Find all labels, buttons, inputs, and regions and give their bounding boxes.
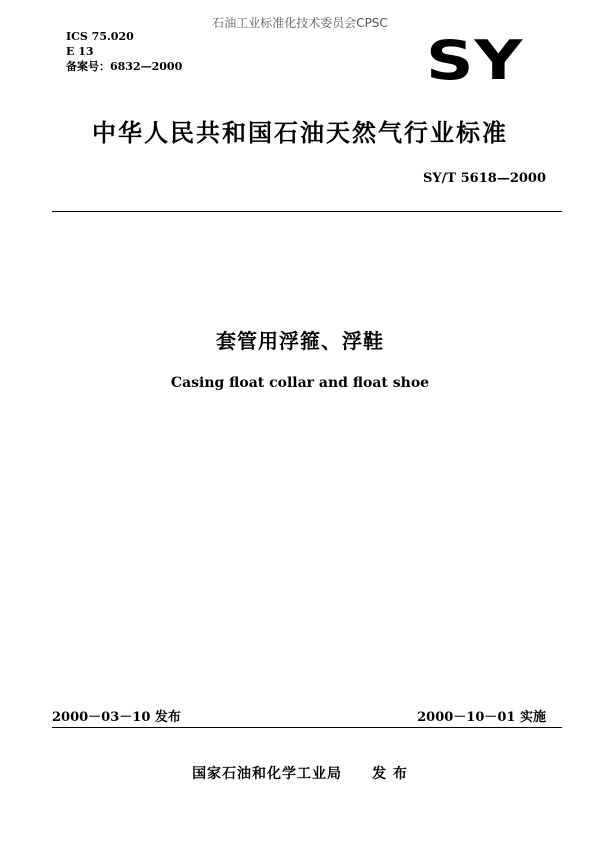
standard-code: SY/T 5618—2000 <box>423 171 546 186</box>
sy-logo: SY <box>426 28 524 92</box>
issue-date: 2000－03－10 发布 <box>52 710 181 725</box>
issuer-name: 国家石油和化学工业局 <box>192 766 343 782</box>
top-divider <box>52 211 562 212</box>
watermark: 石油工业标准化技术委员会CPSC <box>212 16 388 30</box>
issuer-action: 发 布 <box>372 766 408 782</box>
bottom-divider <box>52 727 562 728</box>
document-title-english: Casing float collar and float shoe <box>170 375 430 391</box>
classification-code: E 13 <box>66 45 94 58</box>
standard-title: 中华人民共和国石油天然气行业标准 <box>92 119 508 147</box>
issuer-line <box>0 763 600 783</box>
document-title-chinese: 套管用浮箍、浮鞋 <box>216 329 384 353</box>
implementation-date: 2000－10－01 实施 <box>417 710 546 725</box>
ics-code: ICS 75.020 <box>66 30 134 43</box>
record-number: 备案号：6832—2000 <box>66 60 183 73</box>
